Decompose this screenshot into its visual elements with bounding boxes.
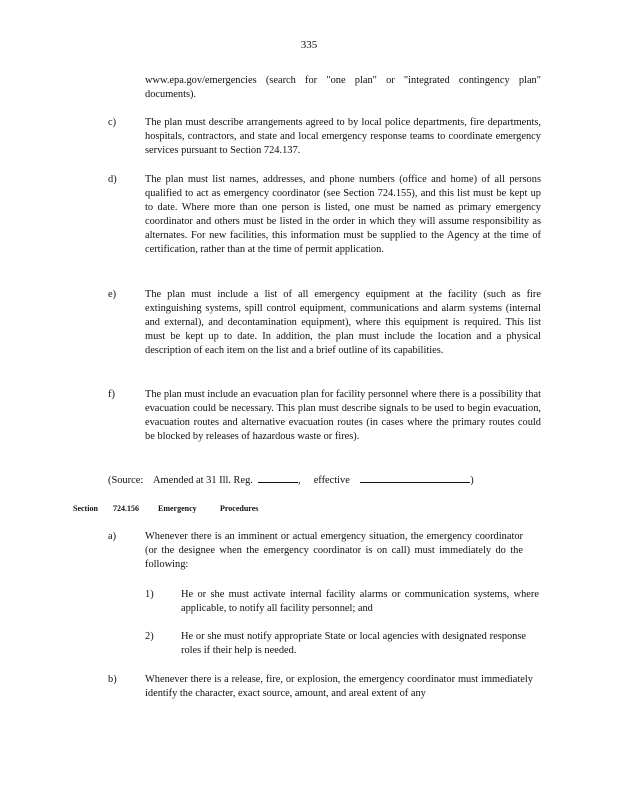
section-word: Section xyxy=(73,504,98,513)
section-title-1: Emergency xyxy=(158,504,197,513)
item-label-e: e) xyxy=(108,289,117,300)
source-prefix: (Source: xyxy=(108,475,144,486)
item-text-f: The plan must include an evacuation plan for facility personnel where there is a possibility that evacuation could be necessary. This plan must describe signals to be used to begin evacuation, evacuation routes and alternative evacuation routes (in cases where the primary routes could be blocked by releases of hazardous waste or fires). xyxy=(145,389,541,442)
section-title-2: Procedures xyxy=(220,504,259,513)
section-number: 724.156 xyxy=(113,504,139,513)
subitem-label-1: 1) xyxy=(145,589,154,600)
item-label-f: f) xyxy=(108,389,115,400)
subitem-text-1: He or she must activate internal facility alarms or communication systems, where applicable, to notify all facility personnel; and xyxy=(181,589,539,614)
item-label-a: a) xyxy=(108,531,117,542)
item-text-d: The plan must list names, addresses, and phone numbers (office and home) of all persons qualified to act as emergency coordinator (see Section 724.155), and this list must be kept up to date. Where more than one person is listed, one must be named as primary emergency coordinator and others must be listed in the order in which they will assume responsibility as alternates. For new facilities, this information must be supplied to the Agency at the time of certification, rather than at the time of permit application. xyxy=(145,174,541,255)
source-comma: , xyxy=(298,475,301,486)
item-label-b: b) xyxy=(108,674,117,685)
source-close: ) xyxy=(470,475,474,486)
item-text-b: Whenever there is a release, fire, or explosion, the emergency coordinator must immediately identify the character, exact source, amount, and areal extent of any xyxy=(145,674,533,699)
source-blank-reg xyxy=(258,472,298,483)
subitem-text-2: He or she must notify appropriate State or local agencies with designated response roles if their help is needed. xyxy=(181,631,526,656)
item-text-e: The plan must include a list of all emergency equipment at the facility (such as fire extinguishing systems, spill control equipment, communications and alarm systems (internal and external), and decontamination equipment), where this equipment is required. This list must be kept up to date. In addition, the plan must include the location and a physical description of each item on the list and a brief outline of its capabilities. xyxy=(145,289,541,356)
item-label-c: c) xyxy=(108,117,117,128)
source-amended: Amended at 31 Ill. Reg. xyxy=(153,475,253,486)
intro-text: www.epa.gov/emergencies (search for "one plan" or "integrated contingency plan" documents). xyxy=(145,75,541,100)
item-label-d: d) xyxy=(108,174,117,185)
item-text-c: The plan must describe arrangements agreed to by local police departments, fire departments, hospitals, contractors, and state and local emergency response teams to coordinate emergency services pursuant to Section 724.137. xyxy=(145,117,541,156)
source-effective: effective xyxy=(313,475,350,486)
source-note xyxy=(108,472,474,488)
source-blank-date xyxy=(360,472,470,483)
item-text-a: Whenever there is an imminent or actual emergency situation, the emergency coordinator (or the designee when the emergency coordinator is on call) must immediately do the following: xyxy=(145,531,523,570)
subitem-label-2: 2) xyxy=(145,631,154,642)
page-number: 335 xyxy=(300,39,318,51)
